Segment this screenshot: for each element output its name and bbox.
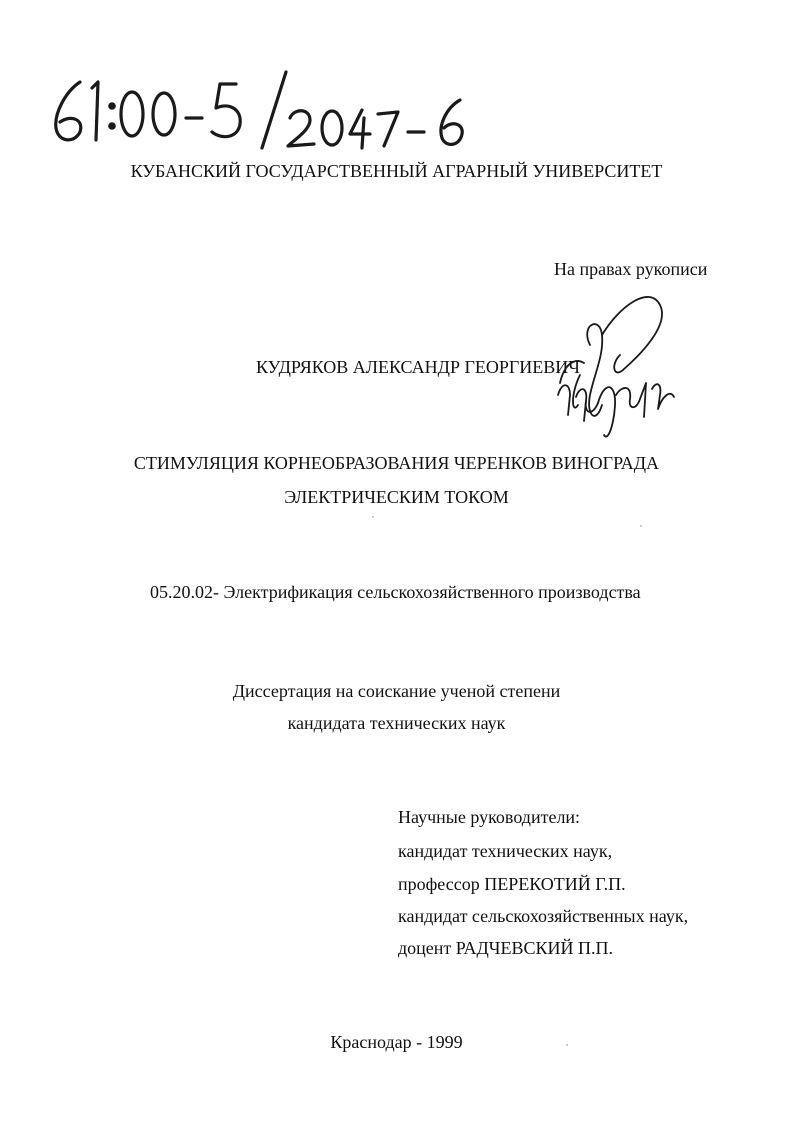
supervisors-heading: Научные руководители: <box>398 807 581 827</box>
author-name: КУДРЯКОВ АЛЕКСАНДР ГЕОРГИЕВИЧ <box>256 357 580 377</box>
handwritten-signature <box>540 285 690 465</box>
scan-speck <box>372 516 374 518</box>
supervisor-line-4: доцент РАДЧЕВСКИЙ П.П. <box>398 938 613 958</box>
dissertation-title-line-1: СТИМУЛЯЦИЯ КОРНЕОБРАЗОВАНИЯ ЧЕРЕНКОВ ВИНОГРАДА <box>133 453 660 473</box>
place-and-year: Краснодар - 1999 <box>330 1032 463 1052</box>
scan-speck <box>640 525 642 527</box>
university-name: КУБАНСКИЙ ГОСУДАРСТВЕННЫЙ АГРАРНЫЙ УНИВЕРСИТЕТ <box>130 161 663 181</box>
supervisor-line-3: кандидат сельскохозяйственных наук, <box>398 906 689 926</box>
supervisor-line-1: кандидат технических наук, <box>398 841 613 861</box>
signature-drawing <box>540 285 690 465</box>
archive-number-handwritten <box>40 62 480 152</box>
dissertation-title-line-2: ЭЛЕКТРИЧЕСКИМ ТОКОМ <box>284 487 509 507</box>
degree-line-1: Диссертация на соискание ученой степени <box>232 681 561 701</box>
archive-number-drawing <box>40 62 480 152</box>
specialty-code: 05.20.02- Электрификация сельскохозяйственного производства <box>150 582 641 602</box>
supervisor-line-2: профессор ПЕРЕКОТИЙ Г.П. <box>398 874 626 894</box>
scan-speck <box>566 1044 568 1046</box>
degree-line-2: кандидата технических наук <box>287 713 506 733</box>
manuscript-rights-label: На правах рукописи <box>554 259 708 279</box>
